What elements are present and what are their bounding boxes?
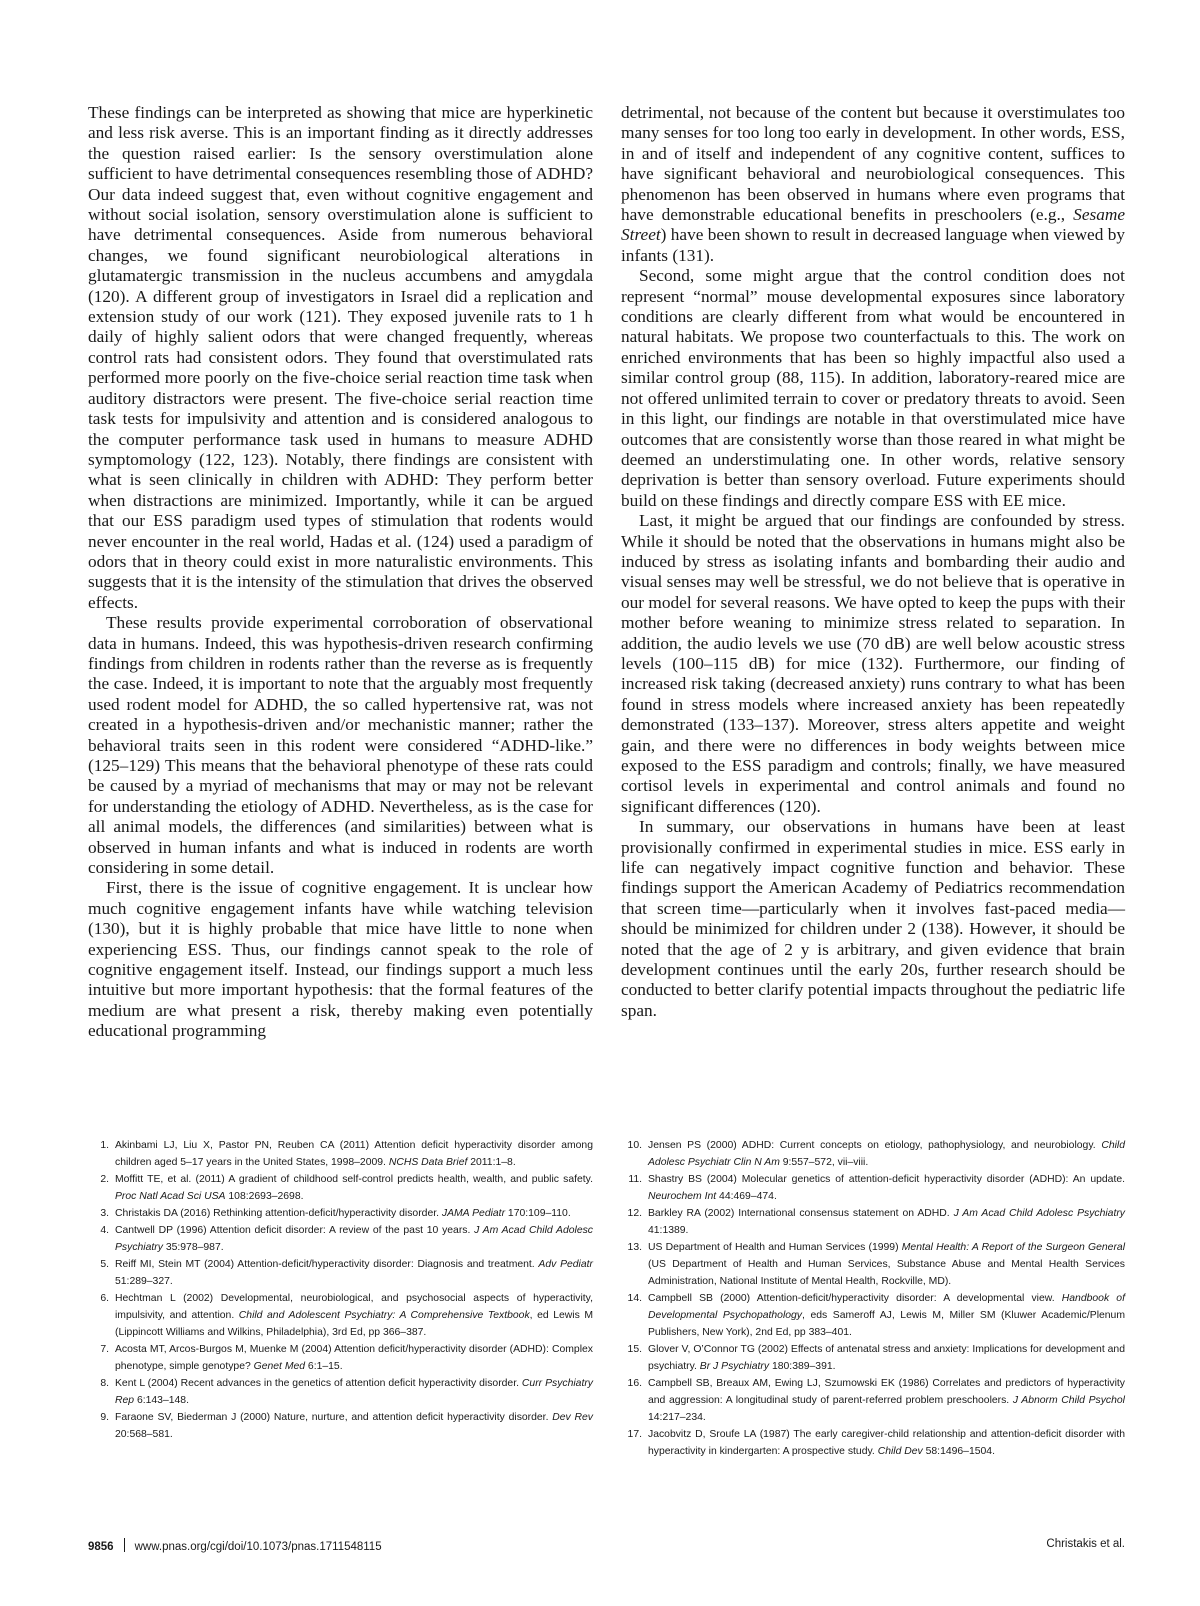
reference-volume: 44:469–474. (716, 1191, 777, 1202)
reference-authors-title: Christakis DA (2016) Rethinking attention-deficit/hyperactivity disorder. (115, 1208, 442, 1219)
reference-authors-title: Acosta MT, Arcos-Burgos M, Muenke M (2004) Attention deficit/hyperactivity disorder (ADHD): Complex phenotype, simple genotype? (115, 1344, 593, 1372)
reference-volume: 51:289–327. (115, 1276, 173, 1287)
reference-text (115, 1290, 593, 1341)
reference-journal: Neurochem Int (648, 1191, 717, 1202)
body-paragraph: These results provide experimental corroboration of observational data in humans. Indeed, this was hypothesis-driven research confirming findings from children in rodents rather than the reverse as is frequently the case. Indeed, it is important to note that the arguably most frequently used rodent model for ADHD, the so called hypertensive rat, was not created in a hypothesis-driven and/or mechanistic manner; rather the behavioral traits seen in this rodent were considered “ADHD-like.” (125–129) This means that the behavioral phenotype of these rats could be caused by a myriad of mechanisms that may or may not be relevant for understanding the etiology of ADHD. Nevertheless, as is the case for all animal models, the differences (and similarities) between what is observed in human infants and what is induced in rodents are worth considering in some detail. (88, 613, 593, 878)
body-paragraph: Last, it might be argued that our findings are confounded by stress. While it should be noted that the observations in humans might also be induced by stress as isolating infants and bombarding their audio and visual senses may well be stressful, we do not believe that is operative in our model for several reasons. We have opted to keep the pups with their mother before weaning to minimize stress related to separation. In addition, the audio levels we use (70 dB) are well below acoustic stress levels (100–115 dB) for mice (132). Furthermore, our finding of increased risk taking (decreased anxiety) runs contrary to what has been found in stress models where increased anxiety has been repeatedly demonstrated (133–137). Moreover, stress alters appetite and weight gain, and there were no differences in body weights between mice exposed to the ESS paradigm and controls; finally, we have measured cortisol levels in experimental and control animals and found no significant differences (120). (621, 511, 1125, 816)
reference-journal: J Abnorm Child Psychol (1012, 1395, 1125, 1406)
reference-authors-title: Hechtman L (2002) Developmental, neurobiological, and psychosocial aspects of hyperactivity, impulsivity, and attention. (115, 1293, 593, 1321)
reference-item (88, 1375, 593, 1409)
reference-volume: 6:1–15. (305, 1361, 343, 1372)
reference-volume: 14:217–234. (648, 1412, 706, 1423)
reference-item (88, 1205, 593, 1222)
reference-journal: Proc Natl Acad Sci USA (115, 1191, 226, 1202)
reference-journal: Child and Adolescent Psychiatry: A Comprehensive Textbook (238, 1310, 530, 1321)
reference-item (621, 1205, 1125, 1239)
reference-journal: J Am Acad Child Adolesc Psychiatry (115, 1225, 593, 1253)
reference-volume: (US Department of Health and Human Services, Substance Abuse and Mental Health Services Administration, National Institute of Mental Health, Rockville, MD). (648, 1259, 1125, 1287)
text-run: ) have been shown to result in decreased language when viewed by infants (131). (621, 225, 1125, 265)
reference-number: 9. (100, 1412, 109, 1423)
body-column-right (621, 103, 1125, 1021)
reference-item (621, 1239, 1125, 1290)
footer-left (88, 1538, 382, 1553)
reference-authors-title: Kent L (2004) Recent advances in the genetics of attention deficit hyperactivity disorder. (115, 1378, 522, 1389)
reference-text (115, 1171, 593, 1205)
italic-title: Sesame Street (621, 205, 1125, 245)
reference-journal: Child Adolesc Psychiatr Clin N Am (648, 1140, 1125, 1168)
reference-text (648, 1426, 1125, 1460)
reference-text (648, 1205, 1125, 1239)
reference-volume: 41:1389. (648, 1225, 689, 1236)
body-paragraph: In summary, our observations in humans have been at least provisionally confirmed in experimental studies in mice. ESS early in life can negatively impact cognitive function and behavior. These findings support the American Academy of Pediatrics recommendation that screen time—particularly when it involves fast-paced media—should be minimized for children under 2 (138). However, it should be noted that the age of 2 y is arbitrary, and given evidence that brain development continues until the early 20s, further research should be conducted to better clarify potential impacts throughout the pediatric life span. (621, 817, 1125, 1020)
reference-item (621, 1341, 1125, 1375)
reference-text (648, 1290, 1125, 1341)
reference-number: 14. (627, 1293, 642, 1304)
reference-volume: 35:978–987. (162, 1242, 224, 1253)
reference-item (88, 1256, 593, 1290)
reference-text (115, 1341, 593, 1375)
reference-number: 2. (100, 1174, 109, 1185)
body-column-left (88, 103, 593, 1042)
reference-authors-title: Faraone SV, Biederman J (2000) Nature, nurture, and attention deficit hyperactivity disorder. (115, 1412, 553, 1423)
body-paragraph (621, 103, 1125, 266)
reference-volume: 9:557–572, vii–viii. (779, 1157, 869, 1168)
references-column-right (621, 1137, 1125, 1460)
reference-journal: Child Dev (877, 1446, 923, 1457)
reference-item (88, 1290, 593, 1341)
reference-authors-title: Jensen PS (2000) ADHD: Current concepts on etiology, pathophysiology, and neurobiology. (648, 1140, 1102, 1151)
reference-volume: 58:1496–1504. (922, 1446, 995, 1457)
reference-text (648, 1137, 1125, 1171)
reference-volume: 180:389–391. (769, 1361, 836, 1372)
reference-authors-title: Jacobvitz D, Sroufe LA (1987) The early caregiver-child relationship and attention-deficit disorder with hyperactivity in kindergarten: A prospective study. (648, 1429, 1125, 1457)
reference-text (115, 1256, 593, 1290)
reference-item (621, 1171, 1125, 1205)
reference-authors-title: Reiff MI, Stein MT (2004) Attention-deficit/hyperactivity disorder: Diagnosis and treatment. (115, 1259, 539, 1270)
reference-journal: Br J Psychiatry (699, 1361, 770, 1372)
reference-text (648, 1375, 1125, 1426)
reference-authors-title: Akinbami LJ, Liu X, Pastor PN, Reuben CA (2011) Attention deficit hyperactivity disorder among children aged 5–17 years in the United States, 1998–2009. (115, 1140, 593, 1168)
footer-authors: Christakis et al. (1046, 1538, 1125, 1550)
reference-authors-title: US Department of Health and Human Services (1999) (648, 1242, 902, 1253)
reference-item (88, 1222, 593, 1256)
reference-journal: J Am Acad Child Adolesc Psychiatry (953, 1208, 1125, 1219)
reference-number: 4. (100, 1225, 109, 1236)
reference-number: 16. (627, 1378, 642, 1389)
reference-journal: Curr Psychiatry Rep (115, 1378, 593, 1406)
body-paragraph: First, there is the issue of cognitive engagement. It is unclear how much cognitive engagement infants have while watching television (130), but it is highly probable that mice have little to none when experiencing ESS. Thus, our findings cannot speak to the role of cognitive engagement itself. Instead, our findings support a much less intuitive but more important hypothesis: that the formal features of the medium are what present a risk, thereby making even potentially educational programming (88, 878, 593, 1041)
reference-number: 17. (627, 1429, 642, 1440)
reference-number: 11. (628, 1174, 642, 1185)
reference-text (115, 1222, 593, 1256)
reference-volume: 20:568–581. (115, 1429, 173, 1440)
reference-number: 3. (100, 1208, 109, 1219)
footer-divider (124, 1538, 125, 1552)
reference-number: 13. (627, 1242, 642, 1253)
reference-item (88, 1409, 593, 1443)
reference-authors-title: Campbell SB, Breaux AM, Ewing LJ, Szumowski EK (1986) Correlates and predictors of hyperactivity and aggression: A longitudinal study of parent-referred problem preschoolers. (648, 1378, 1125, 1406)
reference-text (648, 1239, 1125, 1290)
reference-number: 12. (627, 1208, 642, 1219)
reference-text (648, 1341, 1125, 1375)
reference-number: 6. (100, 1293, 109, 1304)
reference-authors-title: Glover V, O’Connor TG (2002) Effects of antenatal stress and anxiety: Implications for development and psychiatry. (648, 1344, 1125, 1372)
page-footer (88, 1538, 1125, 1553)
reference-number: 15. (627, 1344, 642, 1355)
reference-text (115, 1137, 593, 1171)
reference-journal: Mental Health: A Report of the Surgeon General (901, 1242, 1125, 1253)
reference-volume: 2011:1–8. (467, 1157, 516, 1168)
reference-authors-title: Shastry BS (2004) Molecular genetics of attention-deficit hyperactivity disorder (ADHD): An update. (648, 1174, 1125, 1185)
reference-item (621, 1375, 1125, 1426)
reference-text (115, 1205, 593, 1222)
body-paragraph: Second, some might argue that the control condition does not represent “normal” mouse developmental exposures since laboratory conditions are clearly different from what would be encountered in natural habitats. We propose two counterfactuals to this. The work on enriched environments that has been so highly impactful also used a similar control group (88, 115). In addition, laboratory-reared mice are not offered unlimited terrain to cover or predatory threats to avoid. Seen in this light, our findings are notable in that overstimulated mice have outcomes that are consistently worse than those reared in what might be deemed an understimulating one. In other words, relative sensory deprivation is better than sensory overload. Future experiments should build on these findings and directly compare ESS with EE mice. (621, 266, 1125, 510)
reference-journal: Genet Med (253, 1361, 306, 1372)
reference-item (621, 1290, 1125, 1341)
reference-journal: Adv Pediatr (538, 1259, 593, 1270)
reference-item (621, 1137, 1125, 1171)
reference-journal: JAMA Pediatr (441, 1208, 506, 1219)
reference-authors-title: Barkley RA (2002) International consensus statement on ADHD. (648, 1208, 954, 1219)
reference-journal: Handbook of Developmental Psychopathology (648, 1293, 1125, 1321)
references-column-left (88, 1137, 593, 1443)
reference-number: 8. (100, 1378, 109, 1389)
reference-text (115, 1409, 593, 1443)
reference-number: 1. (100, 1140, 109, 1151)
reference-item (88, 1341, 593, 1375)
reference-item (88, 1171, 593, 1205)
body-paragraph: These findings can be interpreted as showing that mice are hyperkinetic and less risk averse. This is an important finding as it directly addresses the question raised earlier: Is the sensory overstimulation alone sufficient to have detrimental consequences resembling those of ADHD? Our data indeed suggest that, even without cognitive engagement and without social isolation, sensory overstimulation alone is sufficient to have detrimental consequences. Aside from numerous behavioral changes, we found significant neurobiological alterations in glutamatergic transmission in the nucleus accumbens and amygdala (120). A different group of investigators in Israel did a replication and extension study of our work (121). They exposed juvenile rats to 1 h daily of highly salient odors that were changed frequently, whereas control rats had consistent odors. They found that overstimulated rats performed more poorly on the five-choice serial reaction time task when auditory distractors were present. The five-choice serial reaction time task tests for impulsivity and attention and is considered analogous to the computer performance task used in humans to measure ADHD symptomology (122, 123). Notably, there findings are consistent with what is seen clinically in children with ADHD: They perform better when distractions are minimized. Importantly, while it can be argued that our ESS paradigm used types of stimulation that rodents would never encounter in the real world, Hadas et al. (124) used a paradigm of odors that in theory could exist in more naturalistic environments. This suggests that it is the intensity of the stimulation that drives the observed effects. (88, 103, 593, 612)
reference-volume: 6:143–148. (134, 1395, 189, 1406)
reference-authors-title: Campbell SB (2000) Attention-deficit/hyperactivity disorder: A developmental view. (648, 1293, 1062, 1304)
reference-authors-title: Cantwell DP (1996) Attention deficit disorder: A review of the past 10 years. (115, 1225, 475, 1236)
text-run: detrimental, not because of the content but because it overstimulates too many senses for too long too early in development. In other words, ESS, in and of itself and independent of any cognitive content, suffices to have significant behavioral and neurobiological consequences. This phenomenon has been observed in humans where even programs that have demonstrable educational benefits in preschoolers (e.g., (621, 103, 1125, 225)
reference-item (88, 1137, 593, 1171)
reference-journal: Dev Rev (552, 1412, 593, 1423)
reference-volume: 108:2693–2698. (225, 1191, 304, 1202)
doi-link[interactable]: www.pnas.org/cgi/doi/10.1073/pnas.1711548115 (134, 1541, 382, 1553)
reference-number: 5. (100, 1259, 109, 1270)
page-number: 9856 (88, 1541, 114, 1553)
reference-text (115, 1375, 593, 1409)
reference-authors-title: Moffitt TE, et al. (2011) A gradient of childhood self-control predicts health, wealth, and public safety. (115, 1174, 593, 1185)
reference-volume: , ed Lewis M (Lippincott Williams and Wilkins, Philadelphia), 3rd Ed, pp 366–387. (115, 1310, 593, 1338)
reference-item (621, 1426, 1125, 1460)
reference-volume: 170:109–110. (505, 1208, 571, 1219)
reference-number: 7. (100, 1344, 109, 1355)
reference-volume: , eds Sameroff AJ, Lewis M, Miller SM (Kluwer Academic/Plenum Publishers, New York), 2nd Ed, pp 383–401. (648, 1310, 1125, 1338)
reference-text (648, 1171, 1125, 1205)
reference-number: 10. (627, 1140, 642, 1151)
reference-journal: NCHS Data Brief (388, 1157, 468, 1168)
